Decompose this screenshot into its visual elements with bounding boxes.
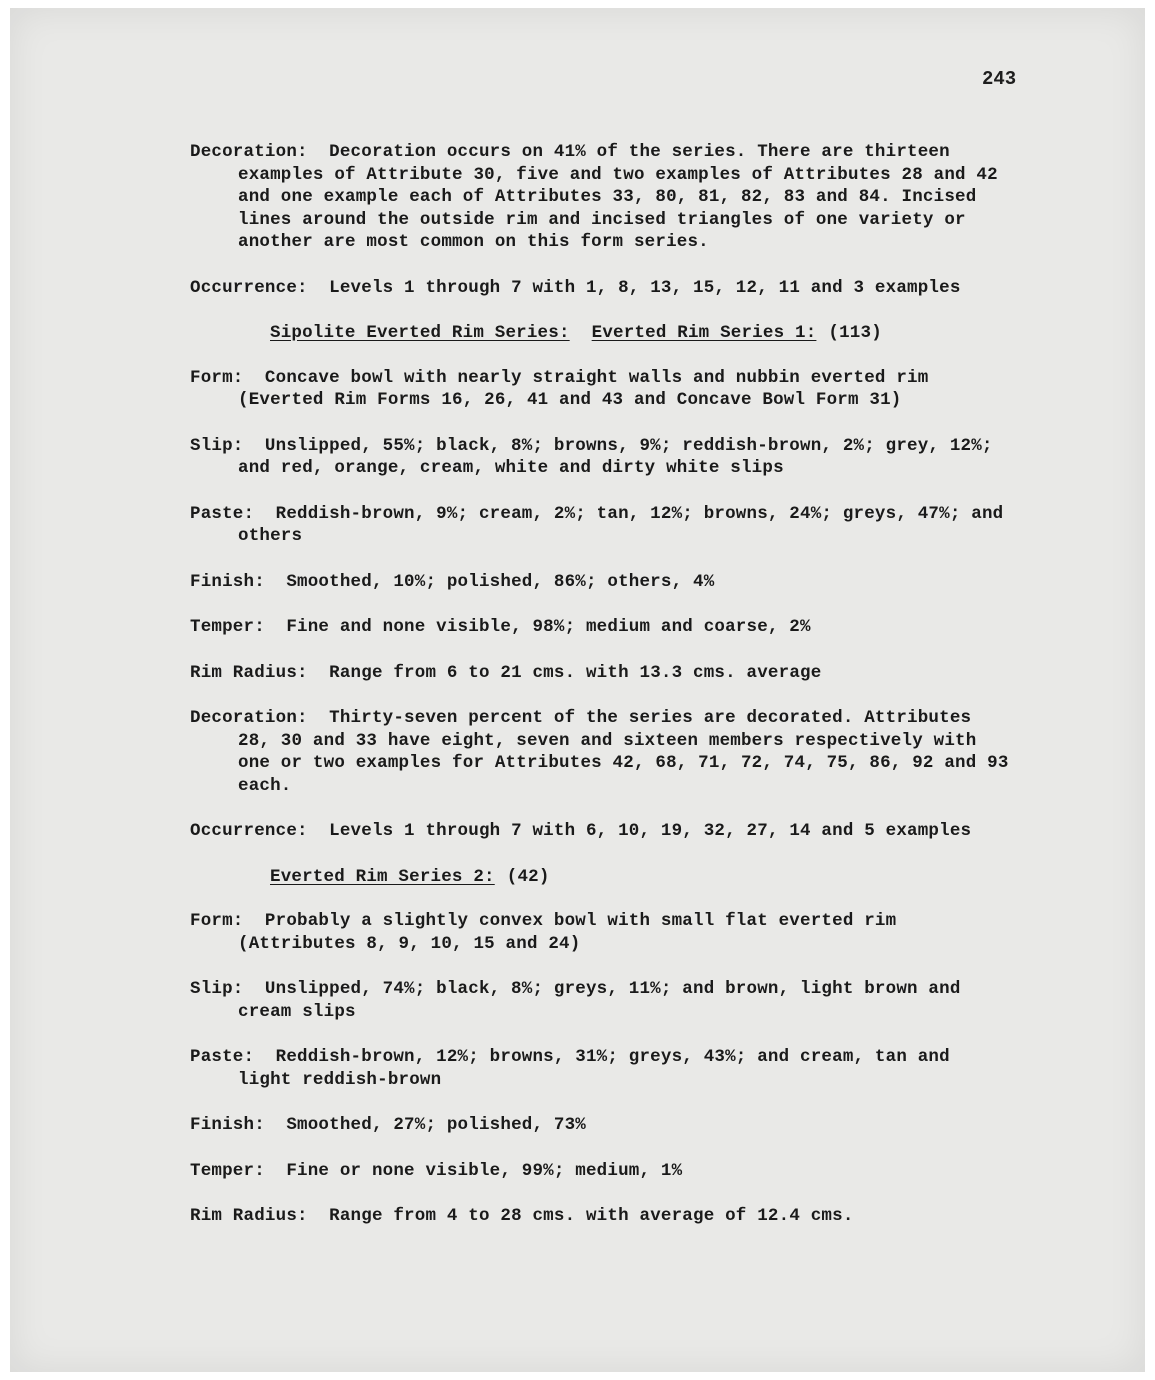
- series-2-form: [190, 910, 1010, 955]
- series-2-finish: [190, 1114, 1010, 1137]
- entry-text: Reddish-brown, 9%; cream, 2%; tan, 12%; browns, 24%; greys, 47%; and others: [238, 503, 1004, 546]
- series-1-heading: [270, 322, 1010, 345]
- entry-text: Probably a slightly convex bowl with small flat everted rim (Attributes 8, 9, 10, 15 and 24): [238, 911, 897, 954]
- series-2-slip: [190, 978, 1010, 1023]
- series-1-form: [190, 367, 1010, 412]
- series-2-heading: [270, 866, 1010, 889]
- series-1-temper: [190, 616, 1010, 639]
- page-content: [190, 141, 1010, 1251]
- series-2-temper: [190, 1160, 1010, 1183]
- entry-label: Paste:: [190, 503, 255, 524]
- entry-text: Range from 6 to 21 cms. with 13.3 cms. average: [329, 662, 822, 683]
- series-1-finish: [190, 571, 1010, 594]
- entry-label: Slip:: [190, 435, 244, 456]
- entry-text: Fine and none visible, 98%; medium and coarse, 2%: [286, 617, 811, 637]
- entry-label: Decoration:: [190, 142, 308, 162]
- entry-text: Fine or none visible, 99%; medium, 1%: [286, 1160, 683, 1181]
- entry-text: Unslipped, 74%; black, 8%; greys, 11%; and brown, light brown and cream slips: [238, 979, 961, 1022]
- page-number: 243: [982, 68, 1017, 90]
- occurrence-entry: [190, 277, 1010, 300]
- entry-label: Temper:: [190, 617, 265, 637]
- entry-label: Form:: [190, 911, 244, 931]
- entry-label: Temper:: [190, 1160, 265, 1181]
- series-2-title: Everted Rim Series 2:: [270, 866, 495, 887]
- entry-text: Concave bowl with nearly straight walls and nubbin everted rim (Everted Rim Forms 16, 26, 41 and 43 and Concave Bowl Form 31): [238, 367, 929, 410]
- series-1-title-b: Everted Rim Series 1:: [591, 323, 817, 343]
- entry-label: Finish:: [190, 1115, 265, 1135]
- series-2-paste: [190, 1046, 1010, 1091]
- entry-text: Smoothed, 27%; polished, 73%: [286, 1115, 586, 1135]
- entry-label: Form:: [190, 367, 244, 388]
- series-2-rim-radius: [190, 1205, 1010, 1228]
- entry-text: Smoothed, 10%; polished, 86%; others, 4%: [286, 571, 715, 592]
- series-1-count: (113): [828, 323, 882, 343]
- entry-label: Decoration:: [190, 708, 308, 728]
- entry-text: Levels 1 through 7 with 1, 8, 13, 15, 12, 11 and 3 examples: [329, 277, 961, 298]
- document-page: [10, 8, 1145, 1372]
- series-1-title-a: Sipolite Everted Rim Series:: [270, 323, 570, 343]
- entry-label: Occurrence:: [190, 277, 308, 298]
- entry-label: Slip:: [190, 979, 244, 999]
- entry-text: Reddish-brown, 12%; browns, 31%; greys, 43%; and cream, tan and light reddish-brown: [238, 1047, 950, 1090]
- series-1-decoration: [190, 707, 1010, 797]
- entry-text: Levels 1 through 7 with 6, 10, 19, 32, 27, 14 and 5 examples: [329, 821, 972, 841]
- entry-text: Unslipped, 55%; black, 8%; browns, 9%; reddish-brown, 2%; grey, 12%; and red, orange, cream, white and dirty white slips: [238, 435, 993, 478]
- entry-text: Range from 4 to 28 cms. with average of 12.4 cms.: [329, 1206, 854, 1226]
- decoration-entry: [190, 141, 1010, 254]
- series-1-slip: [190, 435, 1010, 480]
- series-1-occurrence: [190, 820, 1010, 843]
- entry-label: Rim Radius:: [190, 662, 308, 683]
- entry-text: Thirty-seven percent of the series are decorated. Attributes 28, 30 and 33 have eight, seven and sixteen members respectively with one or two examples for Attributes 42, 68, 71, 72, 74, 75, 86, 92 and 93 each.: [238, 708, 1009, 796]
- entry-label: Finish:: [190, 571, 265, 592]
- entry-label: Paste:: [190, 1047, 255, 1067]
- series-2-count: (42): [506, 866, 550, 887]
- series-1-paste: [190, 503, 1010, 548]
- series-1-rim-radius: [190, 662, 1010, 685]
- entry-label: Rim Radius:: [190, 1206, 308, 1226]
- entry-label: Occurrence:: [190, 821, 308, 841]
- entry-text: Decoration occurs on 41% of the series. There are thirteen examples of Attribute 30, five and two examples of Attributes 28 and 42 and one example each of Attributes 33, 80, 81, 82, 83 and 84. Incised lines around the outside rim and incised triangles of one variety or another are most common on this form series.: [238, 142, 998, 252]
